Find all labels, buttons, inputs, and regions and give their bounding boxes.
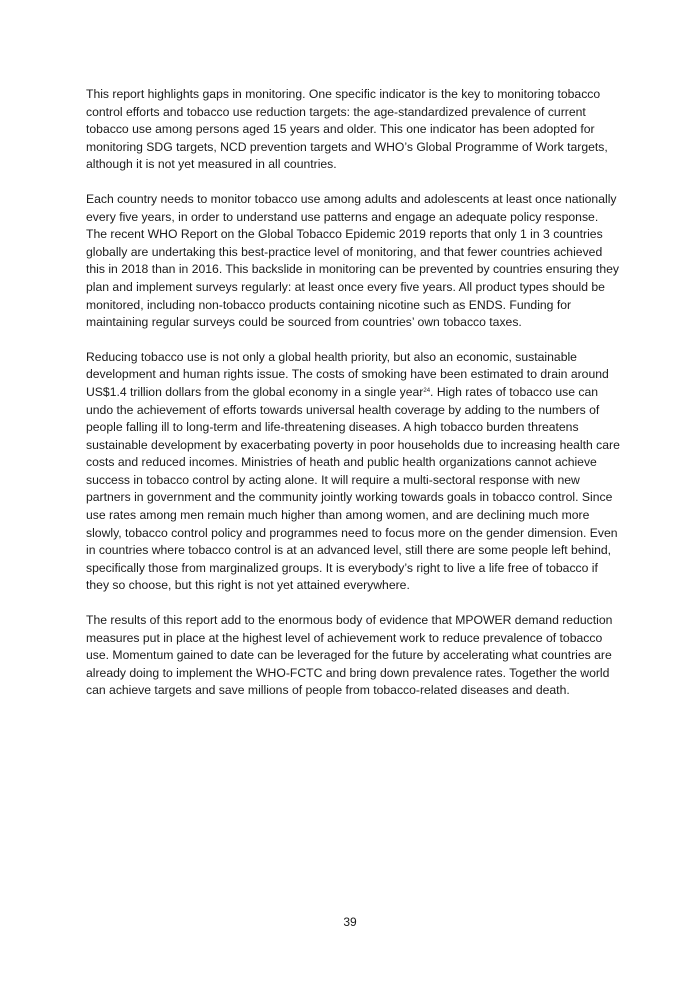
paragraph-conclusion: The results of this report add to the enormous body of evidence that MPOWER demand reduction measures put in place at the highest level of achievement work to reduce prevalence of tobacco use. Momentum gained to date can be leveraged for the future by accelerating what countries are already doing to implement the WHO-FCTC and bring down prevalence rates. Together the world can achieve targets and save millions of people from tobacco-related diseases and death. <box>86 613 613 698</box>
paragraph-global-priority-text-after: . High rates of tobacco use can undo the achievement of efforts towards universal health coverage by adding to the numbers of people falling ill to long-term and life-threatening diseases. A high tobacco burden threatens sustainable development by exacerbating poverty in poor households due to increasing health care costs and reduced incomes. Ministries of heath and public health organizations cannot achieve success in tobacco control by acting alone. It will require a multi-sectoral response with new partners in government and the community jointly working towards goals in tobacco control. Since use rates among men remain much higher than among women, and are declining much more slowly, tobacco control policy and programmes need to focus more on the gender dimension. Even in countries where tobacco control is at an advanced level, still there are some people left behind, specifically those from marginalized groups. It is everybody’s right to live a life free of tobacco if they so choose, but this right is not yet attained everywhere. <box>86 384 620 593</box>
page-number: 39 <box>343 915 357 929</box>
paragraph-global-priority <box>86 349 622 595</box>
footnote-reference: 24 <box>423 387 431 394</box>
document-body <box>86 86 622 717</box>
paragraph-global-priority-text-before: Reducing tobacco use is not only a global health priority, but also an economic, sustainable development and human rights issue. The costs of smoking have been estimated to drain around US$1.4 trillion dollars from the global economy in a single year <box>86 349 609 399</box>
paragraph-monitoring-frequency: Each country needs to monitor tobacco use among adults and adolescents at least once nationally every five years, in order to understand use patterns and engage an adequate policy response. The recent WHO Report on the Global Tobacco Epidemic 2019 reports that only 1 in 3 countries globally are undertaking this best-practice level of monitoring, and that fewer countries achieved this in 2018 than in 2016. This backslide in monitoring can be prevented by countries ensuring they plan and implement surveys regularly: at least once every five years. All product types should be monitored, including non-tobacco products containing nicotine such as ENDS. Funding for maintaining regular surveys could be sourced from countries’ own tobacco taxes. <box>86 191 619 330</box>
paragraph-monitoring-gaps: This report highlights gaps in monitoring. One specific indicator is the key to monitoring tobacco control efforts and tobacco use reduction targets: the age-standardized prevalence of current tobacco use among persons aged 15 years and older. This one indicator has been adopted for monitoring SDG targets, NCD prevention targets and WHO’s Global Programme of Work targets, although it is not yet measured in all countries. <box>86 87 608 172</box>
